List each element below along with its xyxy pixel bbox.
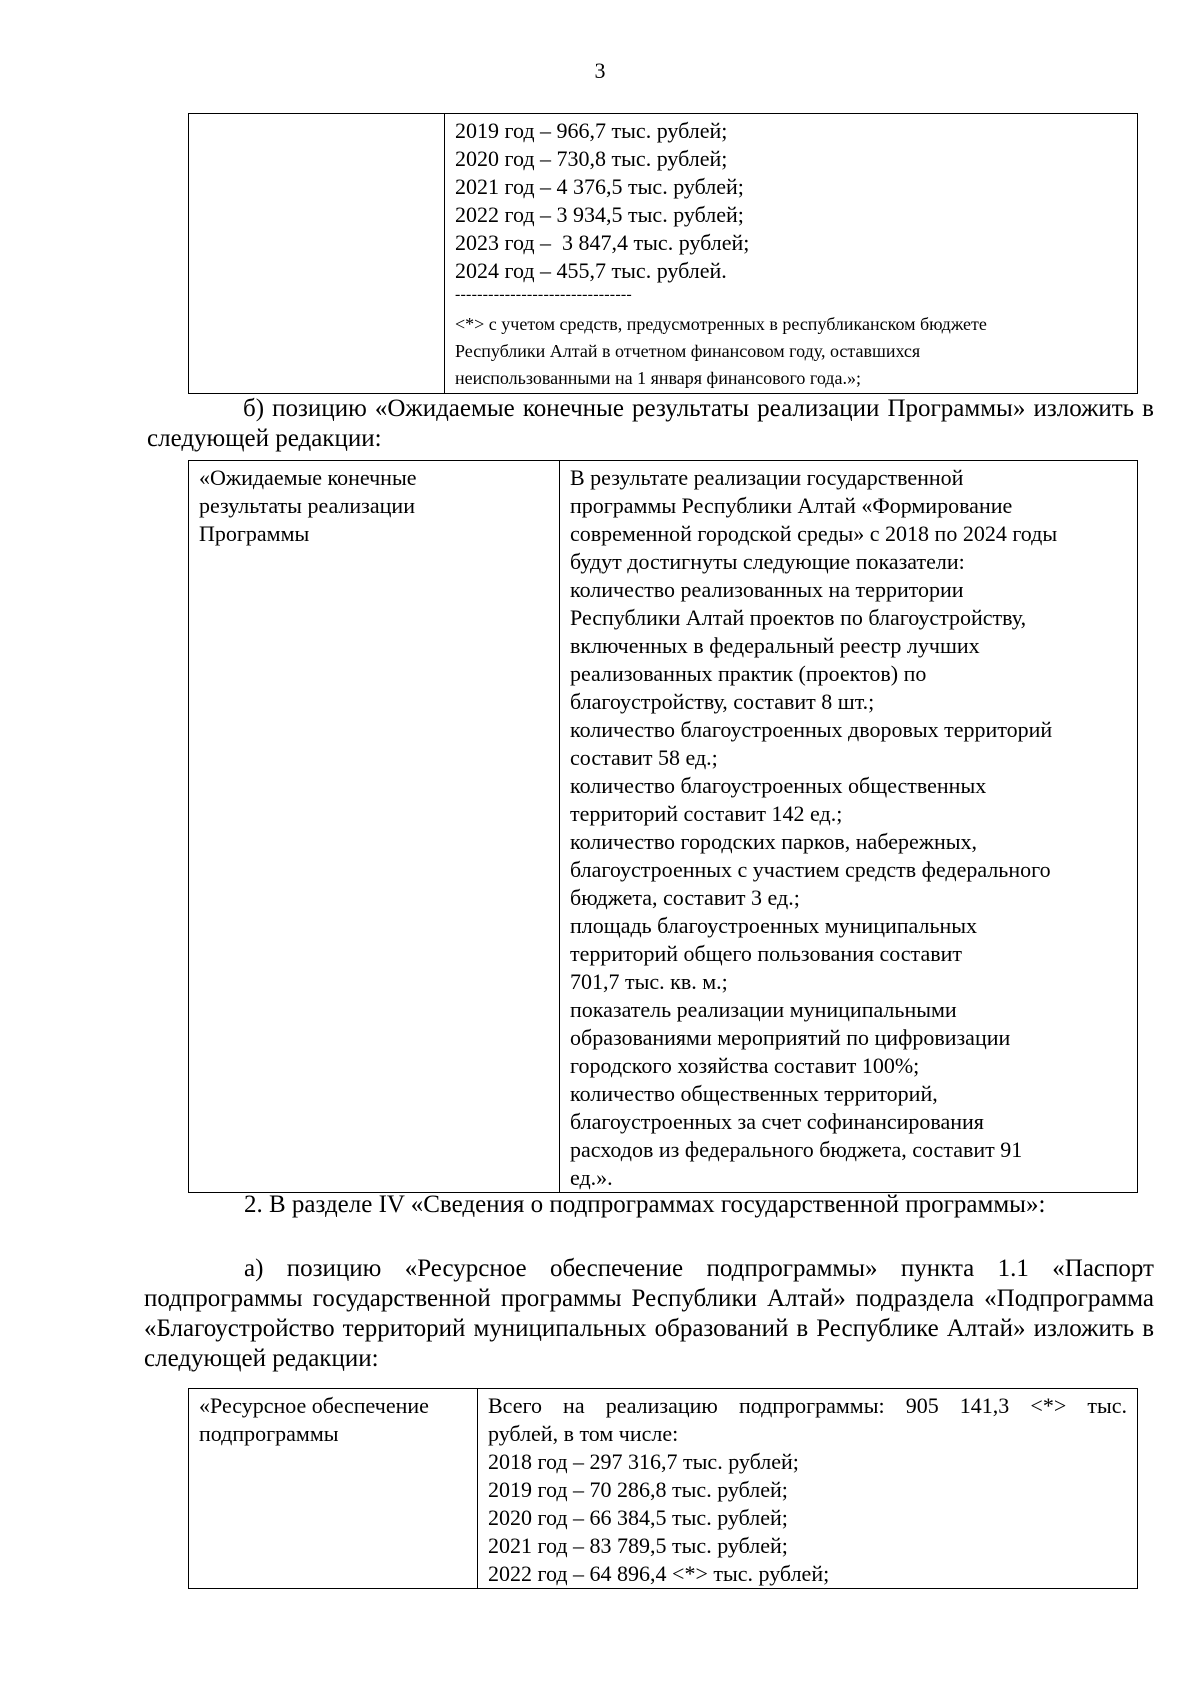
funding-line: 2024 год – 455,7 тыс. рублей. — [455, 258, 727, 283]
result-line: благоустроенных за счет софинансирования — [570, 1109, 984, 1134]
result-line: благоустройству, составит 8 шт.; — [570, 689, 875, 714]
page-number: 3 — [594, 58, 606, 83]
result-line: количество городских парков, набережных, — [570, 829, 978, 854]
funding-line: 2019 год – 70 286,8 тыс. рублей; — [488, 1477, 788, 1502]
result-line: программы Республики Алтай «Формирование — [570, 493, 1013, 518]
result-line: ед.». — [570, 1165, 613, 1190]
expected-results-table — [188, 460, 1138, 1193]
result-line: количество благоустроенных дворовых территорий — [570, 717, 1053, 742]
position-title-line: «Ожидаемые конечные — [199, 465, 417, 490]
paragraph-2: 2. В разделе IV «Сведения о подпрограммах государственной программы»: — [244, 1191, 1046, 1218]
funding-line: 2022 год – 3 934,5 тыс. рублей; — [455, 202, 744, 227]
result-line: В результате реализации государственной — [570, 465, 964, 490]
footnote-line: <*> с учетом средств, предусмотренных в республиканском бюджете — [455, 314, 987, 334]
position-title-line: Программы — [199, 521, 310, 546]
result-line: количество реализованных на территории — [570, 577, 964, 602]
table2-left-cell — [189, 461, 560, 1193]
footnote-line: неиспользованными на 1 января финансового года.»; — [455, 368, 861, 388]
result-line: количество благоустроенных общественных — [570, 773, 987, 798]
result-line: площадь благоустроенных муниципальных — [570, 913, 978, 938]
funding-line: 2019 год – 966,7 тыс. рублей; — [455, 118, 728, 143]
result-line: бюджета, составит 3 ед.; — [570, 885, 800, 910]
funding-line: 2023 год – 3 847,4 тыс. рублей; — [455, 230, 750, 255]
footnote-line: Республики Алтай в отчетном финансовом году, оставшихся — [455, 341, 921, 361]
funding-line: 2021 год – 4 376,5 тыс. рублей; — [455, 174, 744, 199]
result-line: показатель реализации муниципальными — [570, 997, 957, 1022]
result-line: включенных в федеральный реестр лучших — [570, 633, 980, 658]
table3-left-cell — [189, 1389, 478, 1589]
result-line: Республики Алтай проектов по благоустройству, — [570, 605, 1027, 630]
result-line: количество общественных территорий, — [570, 1081, 938, 1106]
funding-line: 2021 год – 83 789,5 тыс. рублей; — [488, 1533, 788, 1558]
footnote-separator: -------------------------------- — [455, 286, 632, 303]
result-line: составит 58 ед.; — [570, 745, 718, 770]
result-line: территорий составит 142 ед.; — [570, 801, 843, 826]
position-title-line: результаты реализации — [199, 493, 415, 518]
result-line: территорий общего пользования составит — [570, 941, 962, 966]
funding-table-continuation — [188, 113, 1138, 394]
result-line: благоустроенных с участием средств федерального — [570, 857, 1051, 882]
result-line: образованиями мероприятий по цифровизации — [570, 1025, 1011, 1050]
funding-line: 2020 год – 66 384,5 тыс. рублей; — [488, 1505, 788, 1530]
result-line: расходов из федерального бюджета, составит 91 — [570, 1137, 1023, 1162]
footnote — [455, 311, 1127, 392]
result-line: будут достигнуты следующие показатели: — [570, 549, 965, 574]
table1-right-cell — [445, 114, 1138, 394]
paragraph-a: а) позицию «Ресурсное обеспечение подпрограммы» пункта 1.1 «Паспорт подпрограммы государственной программы Республики Алтай» подраздела «Подпрограмма «Благоустройство территорий муниципальных образований в Республике Алтай» изложить в следующей редакции: — [144, 1255, 1154, 1372]
result-line: 701,7 тыс. кв. м.; — [570, 969, 728, 994]
result-line: реализованных практик (проектов) по — [570, 661, 927, 686]
position-title-line: подпрограммы — [199, 1421, 339, 1446]
funding-line: рублей, в том числе: — [488, 1421, 679, 1446]
result-line: современной городской среды» с 2018 по 2024 годы — [570, 521, 1058, 546]
resource-provision-table — [188, 1388, 1138, 1589]
table2-right-cell — [560, 461, 1138, 1193]
funding-line: 2020 год – 730,8 тыс. рублей; — [455, 146, 728, 171]
position-title-line: «Ресурсное обеспечение — [199, 1393, 429, 1418]
funding-line: 2022 год – 64 896,4 <*> тыс. рублей; — [488, 1561, 830, 1586]
table3-right-cell — [478, 1389, 1138, 1589]
total-funding-line: Всего на реализацию подпрограммы: 905 141,3 <*> тыс. — [488, 1393, 1127, 1418]
paragraph-b: б) позицию «Ожидаемые конечные результаты реализации Программы» изложить в следующей редакции: — [147, 395, 1154, 452]
table1-left-cell — [189, 114, 445, 394]
funding-line: 2018 год – 297 316,7 тыс. рублей; — [488, 1449, 799, 1474]
result-line: городского хозяйства составит 100%; — [570, 1053, 920, 1078]
